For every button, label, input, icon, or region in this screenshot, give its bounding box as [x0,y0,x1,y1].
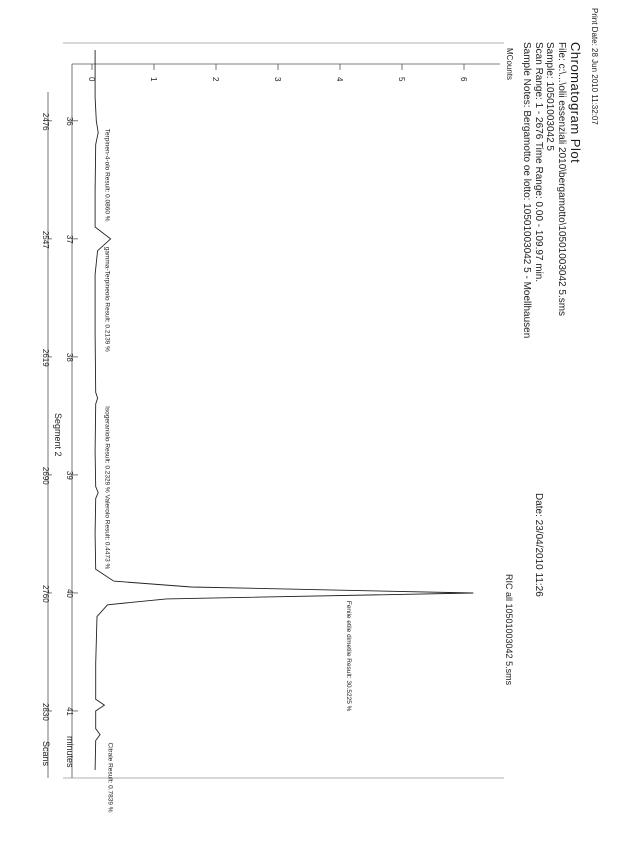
file-path: File: c:\...\olii essenziali 2010\bergamotto\10501003042 5.sms [556,42,567,317]
sample-id: Sample: 10501003042 5 [544,42,555,151]
peak-label: Terpinen-4-olo Result: 0.0860 % [103,128,111,222]
segment-label: Segment 2 [53,413,63,457]
peak-label: Isogeraniolo Result: 0.2329 % [103,406,111,493]
y-axis-ticks [87,64,468,82]
chromatogram-trace [95,50,473,770]
x-tick-label: 41 [65,706,74,716]
scan-tick-label: 2690 [41,466,50,485]
scan-tick-label: 2760 [41,584,50,603]
ric-label: RIC all 10501003042 5.sms [504,574,514,686]
x-axis-title: minutes [65,736,75,768]
y-tick-label: 0 [87,77,96,82]
peak-label: Citrale Result: 0.7839 % [106,742,114,813]
scan-range: Scan Range: 1 - 2676 Time Range: 0.00 - 109.97 min. [533,42,544,283]
peak-label: Fenile etile dimetile Result: 30.5225 % [345,600,353,712]
x-tick-label: 36 [65,116,74,126]
x-axis-ticks [65,117,78,717]
x-tick-label: 38 [65,352,74,362]
x-tick-label: 40 [65,588,74,598]
y-tick-label: 5 [397,77,406,82]
y-tick-label: 6 [459,77,468,82]
y-tick-label: 4 [335,77,344,82]
print-date: Print Date: 28 Jun 2010 11:32:07 [590,8,599,125]
scan-tick-label: 2830 [41,702,50,721]
y-axis-title: MCounts [505,48,514,81]
peak-label: gamma-Terpineolo Result: 0.2139 % [103,246,111,352]
peak-annotations [103,129,352,813]
x-tick-label: 39 [65,470,74,480]
peak-label: Valerolo Result: 0.4473 % [103,494,111,570]
page-title: Chromatogram Plot [568,42,583,164]
scan-axis-ticks [41,113,52,722]
scan-tick-label: 2619 [41,348,50,367]
y-tick-label: 3 [273,77,282,82]
sample-notes: Sample Notes: Bergamotto oe lotto: 10501003042 5 - Moellhausen [521,42,532,339]
x-tick-label: 37 [65,234,74,244]
y-tick-label: 1 [149,77,158,82]
scan-tick-label: 2476 [41,112,50,131]
scan-tick-label: 2547 [41,230,50,249]
scan-axis-title: Scans [41,741,51,767]
y-tick-label: 2 [211,77,220,82]
acquisition-date: Date: 23/04/2010 11:26 [533,493,544,597]
